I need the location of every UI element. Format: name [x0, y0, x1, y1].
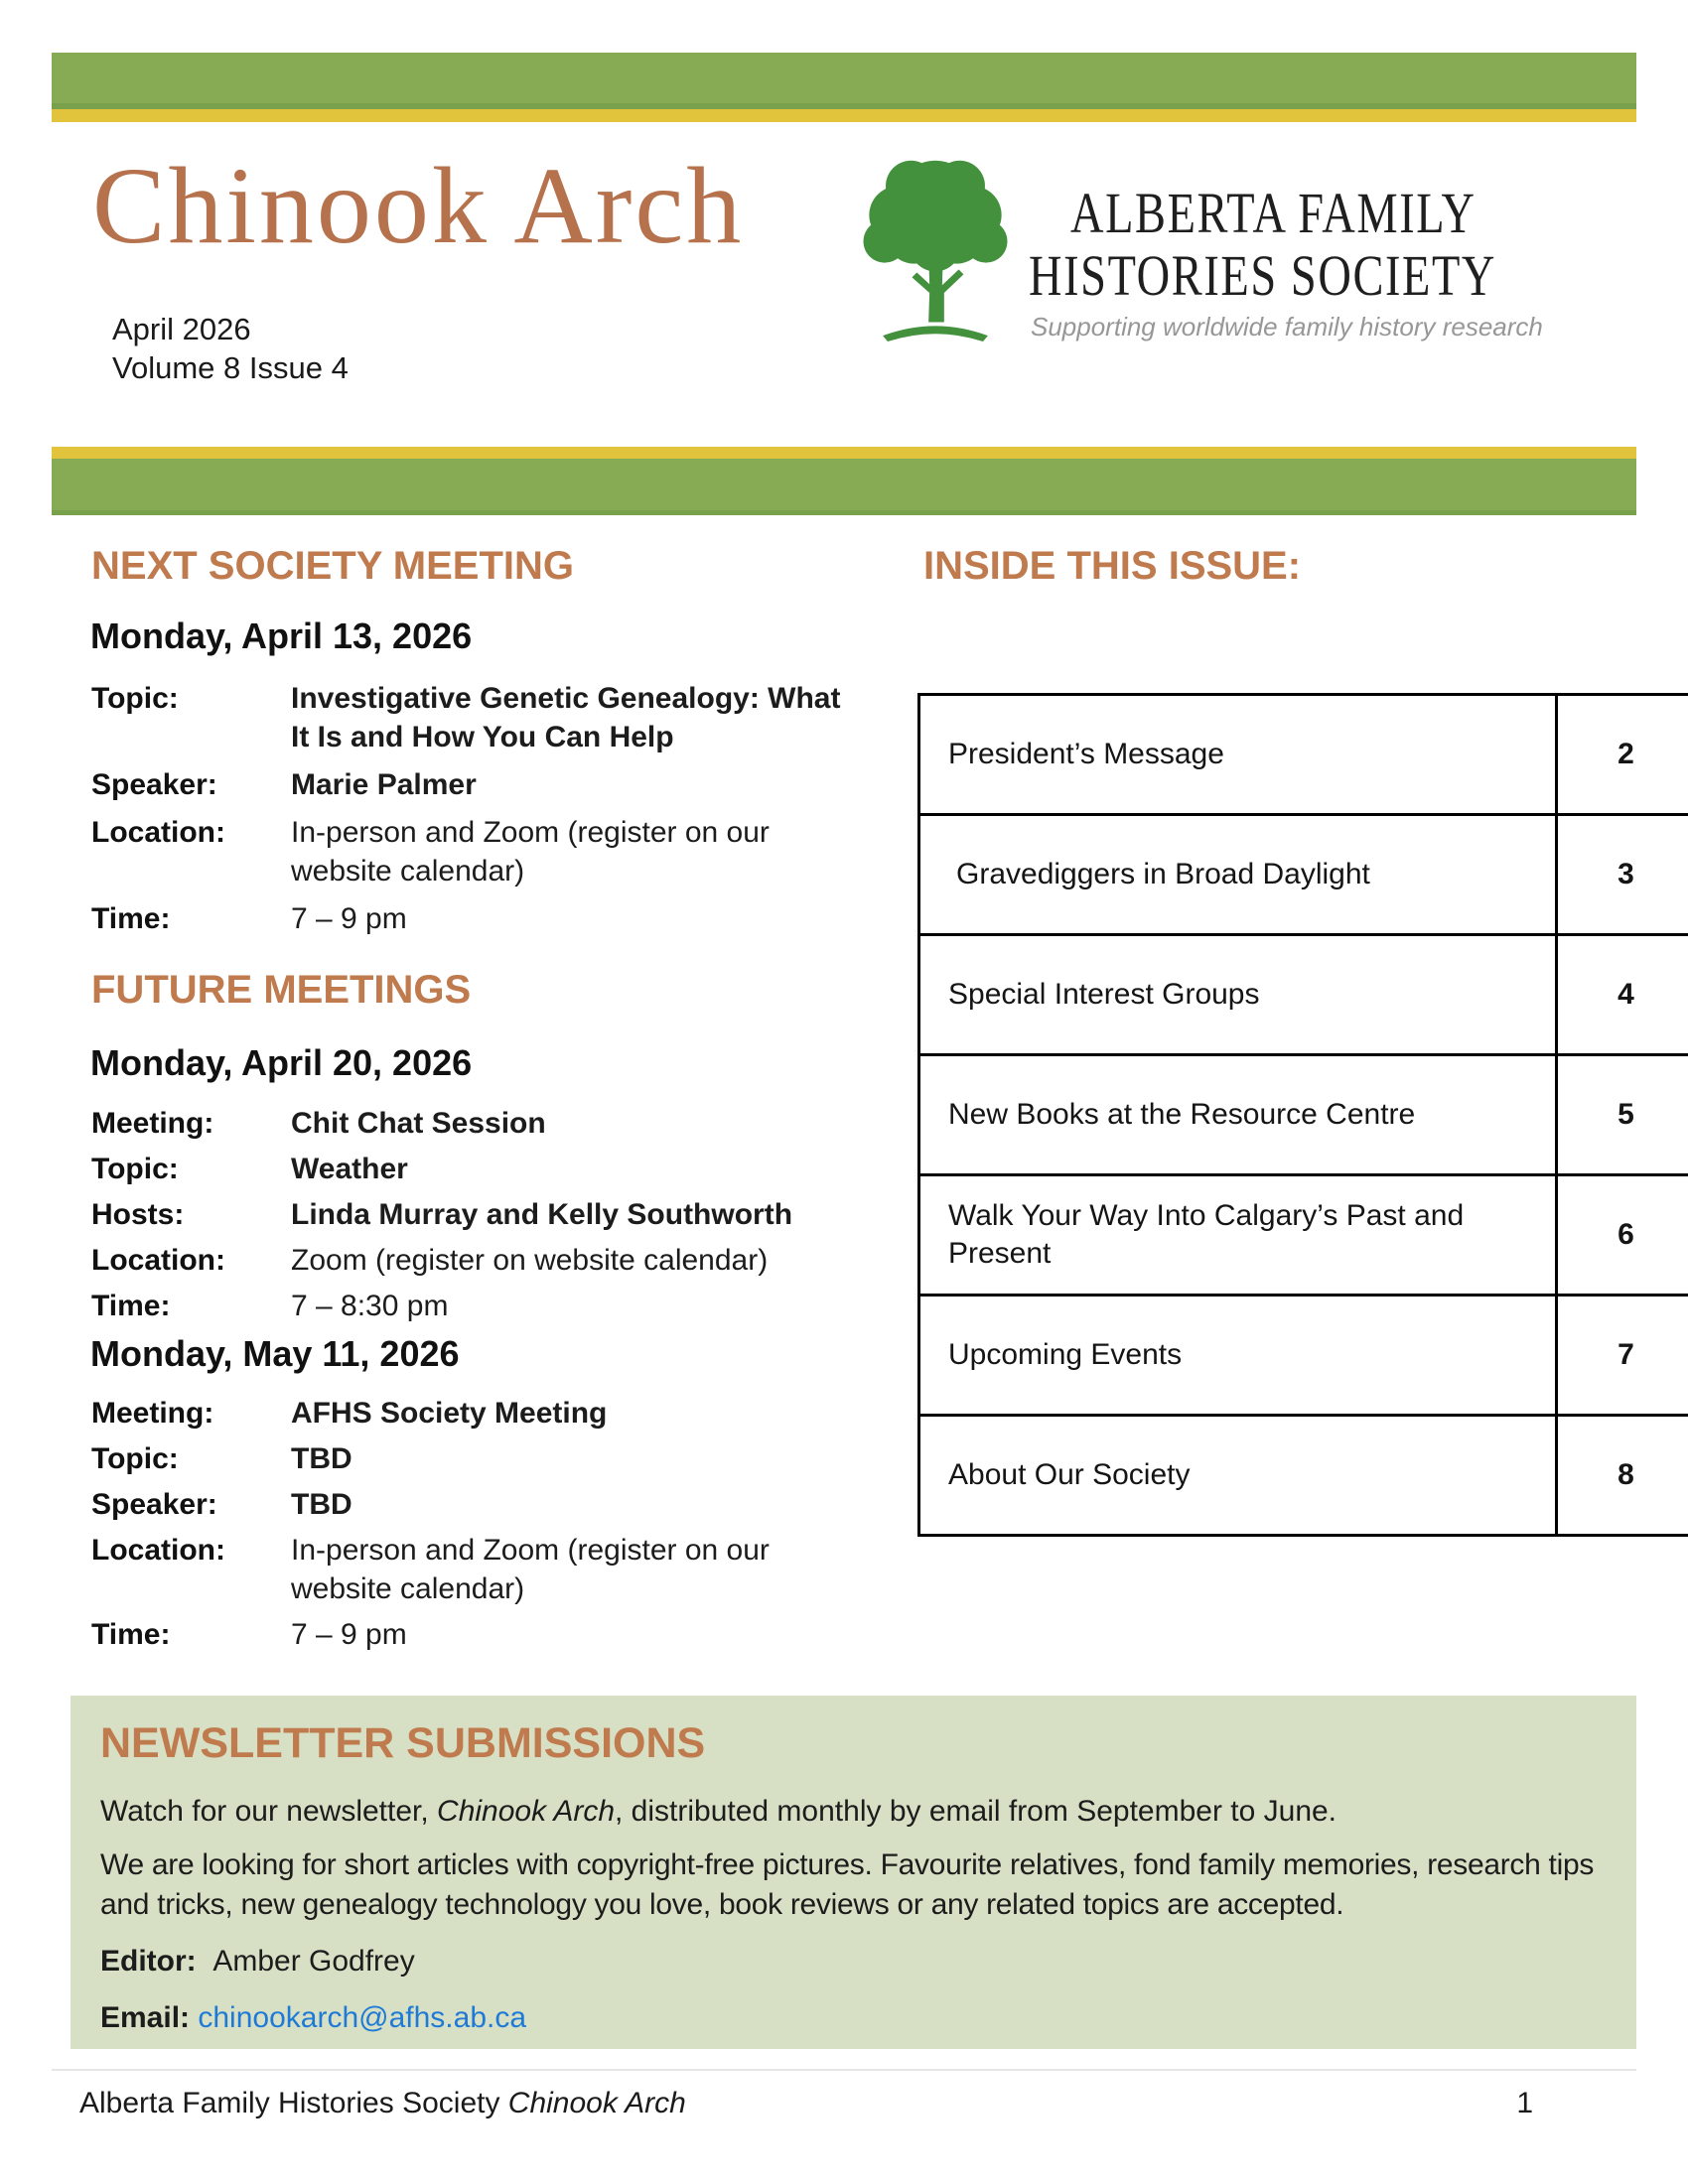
detail-label: Location:	[91, 1244, 225, 1277]
detail-value: TBD	[291, 1442, 352, 1475]
toc-page: 5	[1557, 1055, 1688, 1175]
detail-label: Speaker:	[91, 1488, 217, 1521]
detail-value: In-person and Zoom (register on our website calendar)	[291, 816, 770, 887]
future-meetings-heading: FUTURE MEETINGS	[91, 968, 472, 1012]
editor-name: Amber Godfrey	[212, 1945, 415, 1978]
meeting-details	[91, 1394, 853, 1654]
newsletter-title: Chinook Arch	[92, 145, 745, 266]
detail-label: Meeting:	[91, 1397, 214, 1430]
meeting-date: Monday, May 11, 2026	[90, 1333, 460, 1374]
detail-value: Chit Chat Session	[291, 1107, 546, 1140]
detail-label: Time:	[91, 1618, 171, 1651]
divider-green-bar	[52, 459, 1636, 510]
toc-row	[919, 1416, 1688, 1536]
detail-value: 7 – 8:30 pm	[291, 1290, 449, 1322]
newsletter-paragraph: We are looking for short articles with copyright-free pictures. Favourite relatives, fond family memories, research tips and tricks, new genealogy technology you love, book reviews or any related topics are accepted.	[100, 1848, 1595, 1921]
next-meeting-heading: NEXT SOCIETY MEETING	[91, 544, 574, 588]
detail-value: Weather	[291, 1153, 408, 1185]
divider-yellow-bar	[52, 447, 1636, 459]
detail-label: Time:	[91, 902, 171, 935]
email-label: Email:	[100, 2001, 191, 2034]
detail-label: Hosts:	[91, 1198, 185, 1231]
afhs-logo	[846, 147, 1541, 345]
toc-table	[917, 693, 1688, 1537]
divider-green-bar-edge	[52, 510, 1636, 515]
toc-title: Gravediggers in Broad Daylight	[919, 815, 1557, 935]
meeting-details	[91, 1104, 853, 1325]
editor-line	[100, 1942, 1607, 1981]
detail-value: Zoom (register on website calendar)	[291, 1244, 769, 1277]
email-link[interactable]: chinookarch@afhs.ab.ca	[198, 2001, 527, 2034]
toc-title: New Books at the Resource Centre	[919, 1055, 1557, 1175]
inside-heading: INSIDE THIS ISSUE:	[923, 544, 1302, 588]
paragraph-text: , distributed monthly by email from September to June.	[615, 1795, 1337, 1828]
toc-page: 2	[1557, 695, 1688, 815]
newsletter-name-italic: Chinook Arch	[437, 1795, 616, 1828]
detail-label: Speaker:	[91, 768, 217, 801]
paragraph-text: Watch for our newsletter,	[100, 1795, 438, 1828]
detail-value: TBD	[291, 1488, 352, 1521]
newsletter-paragraph	[100, 1792, 1607, 1832]
toc-row	[919, 695, 1688, 815]
logo-name-line1: ALBERTA FAMILY	[1070, 181, 1477, 245]
logo-tagline: Supporting worldwide family history research	[1031, 312, 1543, 341]
footer	[52, 2069, 1636, 2120]
detail-label: Location:	[91, 816, 225, 849]
newsletter-heading: NEWSLETTER SUBMISSIONS	[100, 1719, 706, 1767]
meeting-date: Monday, April 20, 2026	[90, 1042, 473, 1083]
toc-page: 6	[1557, 1175, 1688, 1296]
newsletter-section	[70, 1696, 1636, 2049]
detail-value: 7 – 9 pm	[291, 1618, 407, 1651]
footer-society-name: Alberta Family Histories Society	[79, 2087, 508, 2119]
detail-value: 7 – 9 pm	[291, 902, 407, 935]
tree-logo-icon	[846, 149, 1025, 343]
next-meeting-date: Monday, April 13, 2026	[90, 615, 473, 656]
editor-label: Editor:	[100, 1945, 197, 1978]
detail-value: In-person and Zoom (register on our website calendar)	[291, 1534, 770, 1605]
footer-newsletter-name: Chinook Arch	[507, 2087, 686, 2119]
detail-label: Topic:	[91, 1442, 179, 1475]
footer-page-number: 1	[1516, 2087, 1533, 2119]
toc-title: President’s Message	[919, 695, 1557, 815]
issue-date: April 2026	[112, 312, 251, 346]
next-meeting-details	[91, 679, 853, 938]
detail-value: Investigative Genetic Genealogy: What It Is and How You Can Help	[291, 682, 841, 753]
detail-label: Topic:	[91, 1153, 179, 1185]
issue-volume: Volume 8 Issue 4	[112, 350, 349, 385]
logo-name-line2: HISTORIES SOCIETY	[1029, 243, 1497, 308]
detail-value: Marie Palmer	[291, 768, 477, 801]
toc-row	[919, 1175, 1688, 1296]
detail-value: AFHS Society Meeting	[291, 1397, 608, 1430]
toc-page: 8	[1557, 1416, 1688, 1536]
detail-label: Topic:	[91, 682, 179, 715]
top-green-bar	[52, 53, 1636, 103]
toc-title: Walk Your Way Into Calgary’s Past and Present	[919, 1175, 1557, 1296]
detail-label: Time:	[91, 1290, 171, 1322]
toc-page: 3	[1557, 815, 1688, 935]
detail-label: Meeting:	[91, 1107, 214, 1140]
toc-title: About Our Society	[919, 1416, 1557, 1536]
detail-label: Location:	[91, 1534, 225, 1567]
footer-text	[79, 2087, 686, 2120]
toc-row	[919, 1055, 1688, 1175]
toc-page: 7	[1557, 1296, 1688, 1416]
detail-value: Linda Murray and Kelly Southworth	[291, 1198, 793, 1231]
top-yellow-bar	[52, 109, 1636, 122]
toc-page: 4	[1557, 935, 1688, 1055]
issue-info	[112, 310, 349, 387]
toc-title: Upcoming Events	[919, 1296, 1557, 1416]
toc-row	[919, 1296, 1688, 1416]
email-line	[100, 1998, 1607, 2038]
toc-row	[919, 935, 1688, 1055]
toc-title: Special Interest Groups	[919, 935, 1557, 1055]
toc-row	[919, 815, 1688, 935]
